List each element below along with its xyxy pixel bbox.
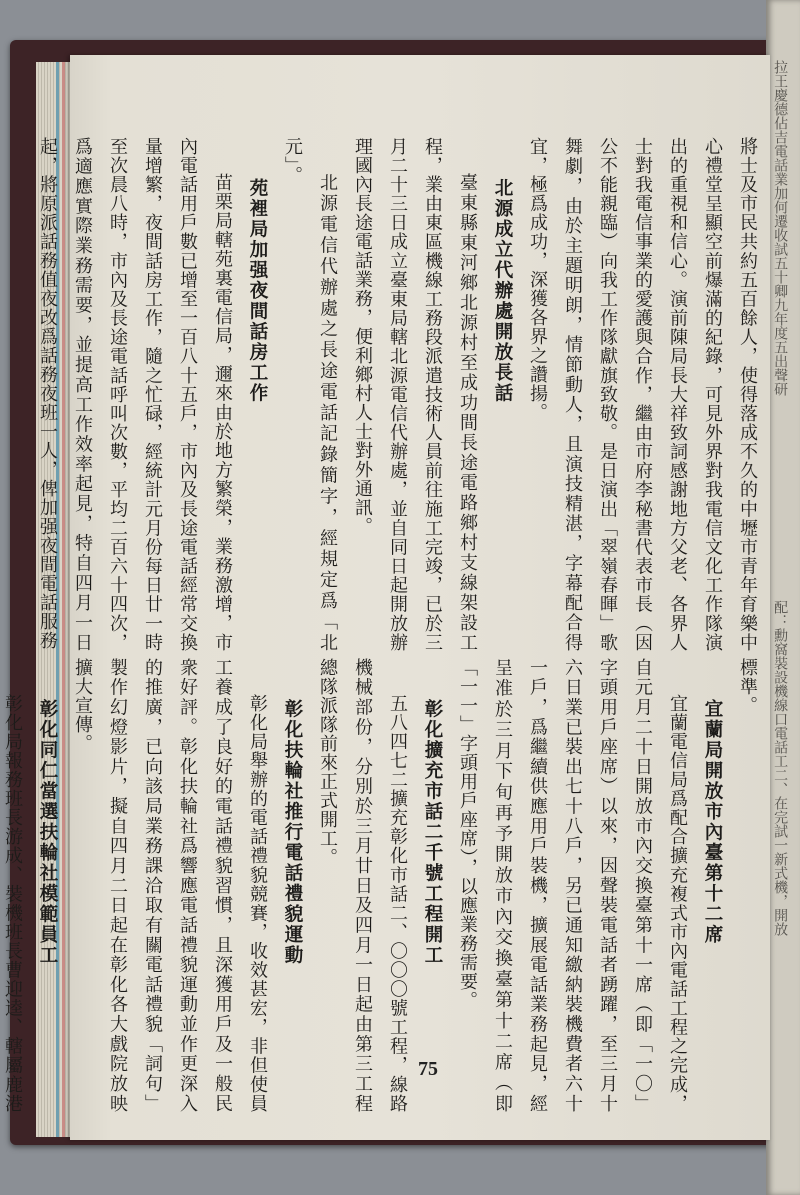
article-headline: 北源成立代辦處開放長話 (492, 177, 513, 404)
article-headline: 苑裡局加强夜間話房工作 (247, 177, 268, 404)
next-page-text-lower: 配：勳窩裝設機線口電話工二、在完試一新式機，開放 (772, 600, 789, 936)
paragraph: 五八四七二擴充彰化市話二、〇〇〇號工程，線路機械部份，分別於三月廿日及四月一日起由第三工程總隊派隊前來正式開工。 (317, 658, 408, 1113)
paragraph: 宜蘭電信局爲配合擴充複式市內電話工程之完成，自元月二十日開放市內交換臺第十一席（即「一〇」字頭用戶座席）以來，因聲裝電話者踴躍，至三月十六日業已裝出七十八戶，另已通知繳納裝機費者六十一戶，爲繼續供應用戶裝機，擴展電話業務起見，經呈准於三月下旬再予開放市內交換臺第十二席（即「一一」字頭用戶座席），以應業務需要。 (457, 658, 688, 1113)
page-number: 75 (418, 1058, 438, 1080)
next-page-edge (766, 0, 800, 1195)
lower-text-block (2, 658, 765, 1113)
paragraph: 將士及市民共約五百餘人，使得落成不久的中壢市青年育樂中心禮堂呈顯空前爆滿的紀錄，可見外界對我電信文化工作隊演出的重視和信心。演前陳局長大祥致詞感謝地方父老、各界人士對我電信事業的愛護與合作，繼由市府李秘書代表市長（因公不能親臨）向我工作隊獻旗致敬。是日演出「翠嶺春暉」歌舞劇，由於主題明朗，情節動人，且演技精湛，字幕配合得宜，極爲成功，深獲各界之讚揚。 (527, 137, 758, 652)
article-headline: 宜蘭局開放市內臺第十二席 (702, 698, 723, 945)
page-sheet (2, 55, 770, 1140)
paragraph: 彰化局舉辦的電話禮貌競賽，收效甚宏，非但使員工養成了良好的電話禮貌習慣，且深獲用戶及一般民衆好評。彰化扶輪社爲響應電話禮貌運動並作更深入的推廣，已向該局業務課洽取有關電話禮貌「詞句」製作幻燈影片，擬自四月二日起在彰化各大戲院放映擴大宣傳。 (72, 658, 268, 1113)
paragraph: 標準。 (737, 658, 758, 715)
article-headline: 彰化同仁當選扶輪社模範員工 (37, 698, 58, 966)
paragraph: 苗栗局轄苑裏電信局，邇來由於地方繁榮，業務激增，市內電話用戶數已增至一百八十五戶，市內及長途電話經常交換量增繁，夜間話房工作，隨之忙碌，經統計元月份每日廿一時至次晨八時，市內及長途電話呼叫次數，平均二百六十四次，爲適應實際業務需要，並提高工作效率起見，特自四月一日起，將原派話務值夜改爲話務夜班一人，俾加强夜間電話服務 (37, 137, 233, 652)
paragraph: 臺東縣東河鄉北源村至成功間長途電路鄉村支線架設工程，業由東區機線工務段派遣技術人員前往施工完竣，已於三月二十三日成立臺東局轄北源電信代辦處，並自同日起開放辦理國內長途電話業務，便利鄉村人士對外通訊。 (352, 137, 478, 652)
upper-text-block (37, 137, 765, 652)
paragraph: 北源電信代辦處之長途電話記錄簡字，經規定爲「北元」。 (282, 137, 338, 652)
article-headline: 彰化扶輪社推行電話禮貌運動 (282, 698, 303, 966)
article-headline: 彰化擴充市話二千號工程開工 (422, 698, 443, 966)
paragraph: 彰化局報務班長游成、裝機班長曹迎逵、轄屬鹿港 (2, 694, 23, 1113)
next-page-text-upper: 拉王慶德佔吉電話業加何遷收試五十卿九年度五出聲研 (772, 60, 789, 396)
